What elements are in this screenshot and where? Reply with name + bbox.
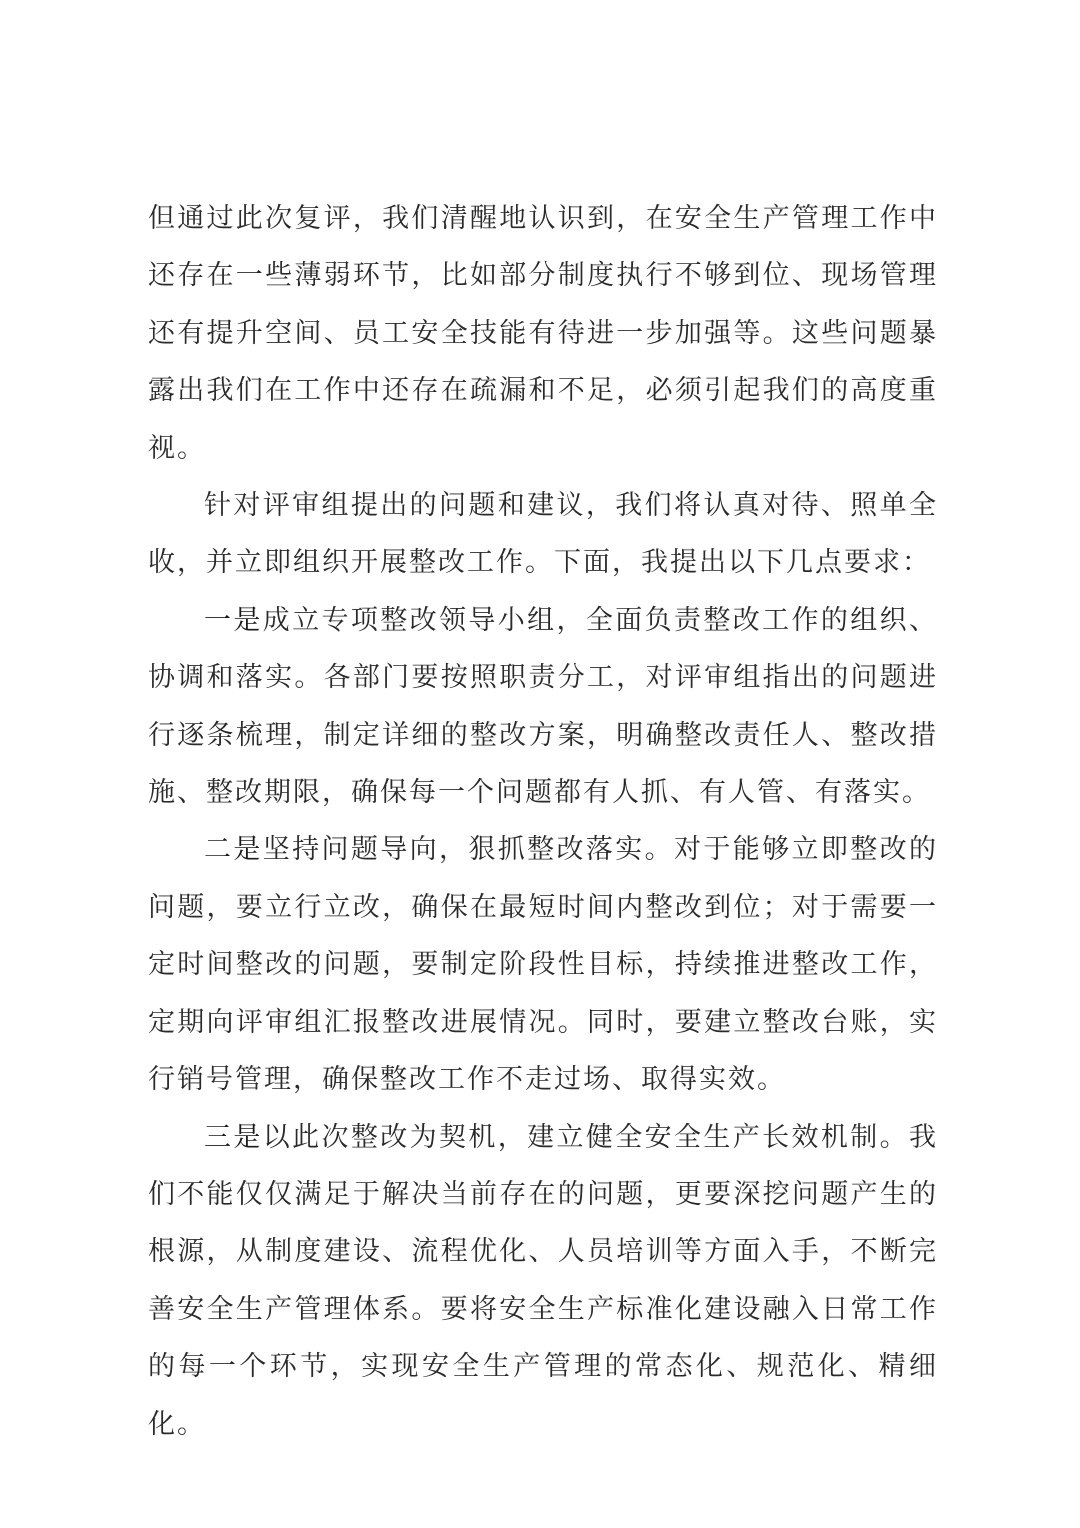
paragraph-point-three <box>148 1109 938 1453</box>
document-body <box>148 190 938 1453</box>
paragraph-text: 但通过此次复评，我们清醒地认识到，在安全生产管理工作中还存在一些薄弱环节，比如部分制度执行不够到位、现场管理还有提升空间、员工安全技能有待进一步加强等。这些问题暴露出我们在工作中还存在疏漏和不足，必须引起我们的高度重视。 <box>148 203 938 464</box>
paragraph-intro <box>148 477 938 592</box>
paragraph-lead: 一是 <box>204 604 263 636</box>
paragraph-text: 坚持问题导向，狠抓整改落实。对于能够立即整改的问题，要立行立改，确保在最短时间内整改到位；对于需要一定时间整改的问题，要制定阶段性目标，持续推进整改工作，定期向评审组汇报整改进展情况。同时，要建立整改台账，实行销号管理，确保整改工作不走过场、取得实效。 <box>148 834 938 1096</box>
paragraph-point-two <box>148 821 938 1108</box>
paragraph-text: 以此次整改为契机，建立健全安全生产长效机制。我们不能仅仅满足于解决当前存在的问题，更要深挖问题产生的根源，从制度建设、流程优化、人员培训等方面入手，不断完善安全生产管理体系。要将安全生产标准化建设融入日常工作的每一个环节，实现安全生产管理的常态化、规范化、精细化。 <box>148 1121 938 1440</box>
paragraph-text: 针对评审组提出的问题和建议，我们将认真对待、照单全收，并立即组织开展整改工作。下面，我提出以下几点要求： <box>148 490 938 579</box>
paragraph-lead: 二是 <box>204 834 263 866</box>
paragraph-continuation <box>148 190 938 477</box>
paragraph-lead: 三是 <box>204 1121 263 1153</box>
paragraph-text: 成立专项整改领导小组，全面负责整改工作的组织、协调和落实。各部门要按照职责分工，对评审组指出的问题进行逐条梳理，制定详细的整改方案，明确整改责任人、整改措施、整改期限，确保每一个问题都有人抓、有人管、有落实。 <box>148 604 938 809</box>
paragraph-point-one <box>148 592 938 822</box>
